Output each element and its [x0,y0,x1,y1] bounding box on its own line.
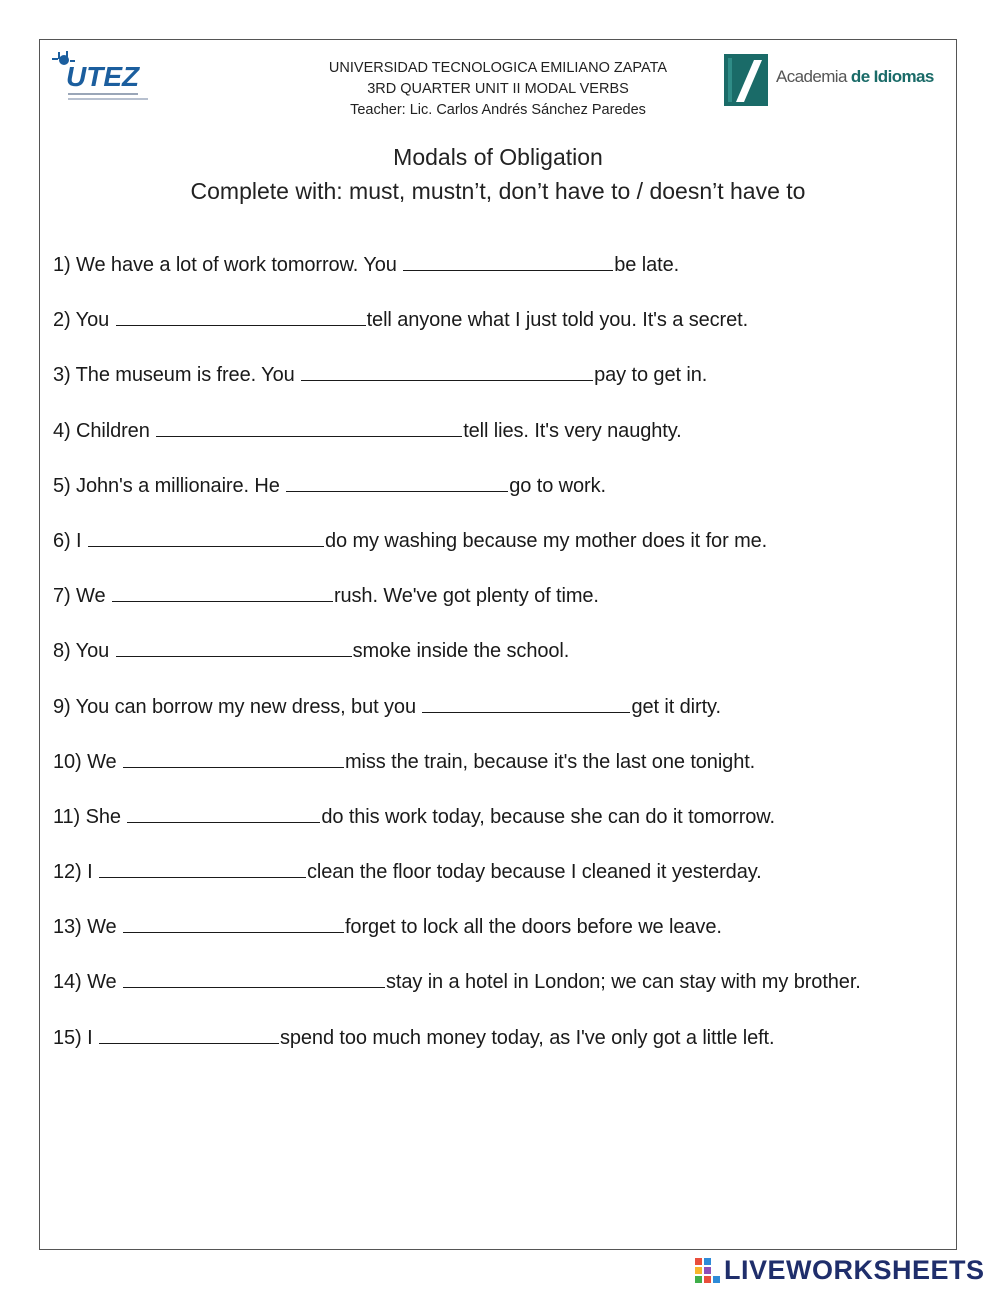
answer-blank[interactable] [123,915,344,933]
sentence-start: 8) You [53,640,115,663]
answer-blank[interactable] [112,584,333,602]
university-name: UNIVERSIDAD TECNOLOGICA EMILIANO ZAPATA [328,60,668,76]
answer-blank[interactable] [116,308,366,326]
exercise-item [53,804,953,859]
sentence-end: go to work. [509,474,606,497]
sentence-start: 3) The museum is free. You [53,364,301,387]
answer-blank[interactable] [127,805,320,823]
sentence-end: pay to get in. [594,364,708,387]
exercise-item [53,583,953,638]
exercise-item [53,307,953,362]
sentence-start: 15) I [53,1026,98,1049]
teacher-name: Teacher: Lic. Carlos Andrés Sánchez Paredes [350,102,646,118]
sentence-end: smoke inside the school. [352,640,570,663]
sentence-end: clean the floor today because I cleaned it yesterday. [306,861,762,884]
instructions: Complete with: must, mustn’t, don’t have to / doesn’t have to [190,178,806,204]
answer-blank[interactable] [99,1026,279,1044]
sentence-end: do my washing because my mother does it for me. [324,529,768,552]
answer-blank[interactable] [116,639,352,657]
exercise-item [53,362,953,417]
sentence-start: 5) John's a millionaire. He [53,474,286,497]
answer-blank[interactable] [422,695,630,713]
liveworksheets-icon [695,1258,721,1284]
exercise-item [53,473,953,528]
exercise-item [53,252,953,307]
sentence-end: rush. We've got plenty of time. [333,585,599,608]
exercise-item [53,749,953,804]
sentence-end: stay in a hotel in London; we can stay with my brother. [385,971,861,994]
exercise-item [53,969,953,1024]
sentence-start: 10) We [53,750,122,773]
sentence-start: 14) We [53,971,122,994]
exercise-item [53,694,953,749]
exercise-item [53,638,953,693]
answer-blank[interactable] [123,970,385,988]
sentence-start: 7) We [53,585,111,608]
sentence-start: 4) Children [53,419,156,442]
svg-text:UTEZ: UTEZ [66,61,140,92]
answer-blank[interactable] [99,860,306,878]
exercise-item [53,528,953,583]
answer-blank[interactable] [123,750,344,768]
sentence-end: get it dirty. [631,695,721,718]
sentence-end: tell lies. It's very naughty. [463,419,682,442]
answer-blank[interactable] [286,474,508,492]
sentence-start: 9) You can borrow my new dress, but you [53,695,422,718]
sentence-end: miss the train, because it's the last one tonight. [344,750,756,773]
answer-blank[interactable] [301,363,593,381]
sentence-start: 11) She [53,805,127,828]
academia-word: Academia [776,67,851,86]
sentence-start: 2) You [53,309,115,332]
title-block [40,140,956,208]
exercise-item [53,418,953,473]
utez-logo [46,46,156,106]
sentence-end: be late. [614,254,680,276]
header [190,58,806,121]
answer-blank[interactable] [88,529,324,547]
answer-blank[interactable] [403,253,613,271]
sentence-start: 6) I [53,529,87,552]
sentence-start: 12) I [53,861,98,884]
exercise-item [53,1025,953,1080]
sentence-end: spend too much money today, as I've only got a little left. [279,1026,775,1049]
sentence-end: do this work today, because she can do it tomorrow. [321,805,775,828]
exercise-item [53,859,953,914]
sentence-start: 1) We have a lot of work tomorrow. You [53,254,403,276]
sentence-end: forget to lock all the doors before we leave. [344,916,722,939]
unit-title: 3RD QUARTER UNIT II MODAL VERBS [367,81,629,97]
sentence-start: 13) We [53,916,122,939]
exercise-list [53,252,953,1080]
liveworksheets-wordmark: LIVEWORKSHEETS [724,1255,985,1285]
idiomas-word: de Idiomas [850,67,934,86]
exercise-item [53,914,953,969]
worksheet-frame [39,39,957,1250]
page-title: Modals of Obligation [393,144,603,170]
answer-blank[interactable] [156,419,462,437]
sentence-end: tell anyone what I just told you. It's a secret. [366,309,749,332]
